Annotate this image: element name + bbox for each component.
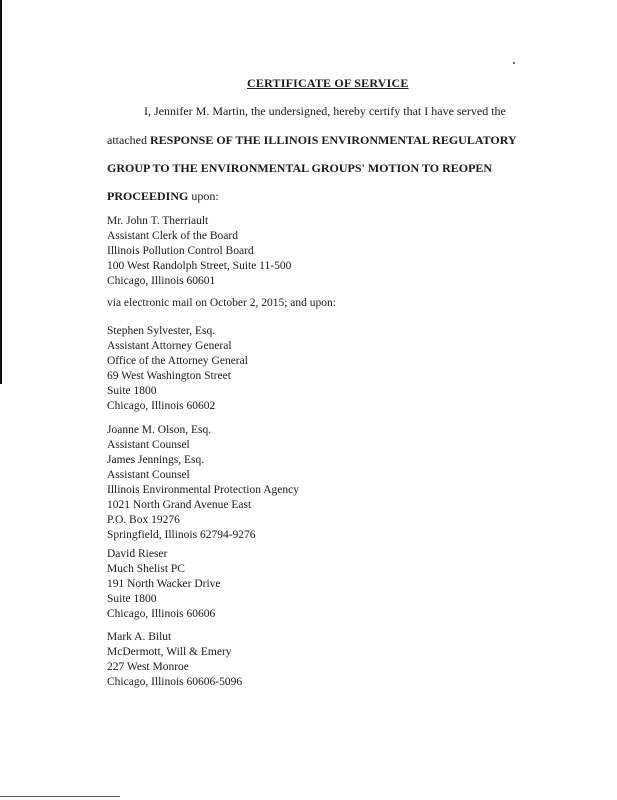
address-line: Joanne M. Olson, Esq.: [107, 424, 212, 436]
recipient-block-much-shelist: [107, 547, 221, 622]
address-line: P.O. Box 19276: [107, 514, 180, 526]
scan-bottom-line: [0, 796, 120, 797]
address-line: Chicago, Illinois 60606-5096: [107, 676, 243, 688]
address-line: Assistant Clerk of the Board: [107, 230, 238, 242]
recipient-block-attorney-general: [107, 324, 248, 414]
address-line: 191 North Wacker Drive: [107, 578, 221, 590]
address-line: Chicago, Illinois 60606: [107, 608, 216, 620]
address-line: Assistant Attorney General: [107, 340, 232, 352]
recipient-block-mcdermott: [107, 630, 242, 690]
recipient-block-clerk: [107, 214, 291, 289]
via-email-line: via electronic mail on October 2, 2015; and upon:: [107, 297, 336, 309]
scan-edge-line: [0, 0, 2, 384]
address-line: Illinois Environmental Protection Agency: [107, 484, 299, 496]
address-line: Assistant Counsel: [107, 469, 190, 481]
address-line: Springfield, Illinois 62794-9276: [107, 529, 256, 541]
address-line: Chicago, Illinois 60602: [107, 400, 216, 412]
page-title: CERTIFICATE OF SERVICE: [247, 76, 409, 90]
scan-speck: [513, 62, 515, 64]
upon-text: upon:: [188, 189, 219, 203]
address-line: McDermott, Will & Emery: [107, 646, 232, 658]
recipient-block-iepa: [107, 423, 299, 543]
address-line: Office of the Attorney General: [107, 355, 248, 367]
address-line: Illinois Pollution Control Board: [107, 245, 254, 257]
document-title-part-3: PROCEEDING: [107, 189, 189, 203]
address-line: Much Shelist PC: [107, 563, 185, 575]
address-line: James Jennings, Esq.: [107, 454, 205, 466]
address-line: 100 West Randolph Street, Suite 11-500: [107, 260, 292, 272]
address-line: 1021 North Grand Avenue East: [107, 499, 252, 511]
address-line: Suite 1800: [107, 385, 157, 397]
address-line: 69 West Washington Street: [107, 370, 231, 382]
address-line: Assistant Counsel: [107, 439, 190, 451]
address-line: Stephen Sylvester, Esq.: [107, 325, 216, 337]
address-line: Suite 1800: [107, 593, 157, 605]
proceeding-line: [107, 189, 219, 204]
address-line: David Rieser: [107, 548, 168, 560]
address-line: 227 West Monroe: [107, 661, 189, 673]
document-title-part-1: RESPONSE OF THE ILLINOIS ENVIRONMENTAL REGULATORY: [149, 133, 517, 147]
address-line: Chicago, Illinois 60601: [107, 275, 216, 287]
attached-line: [107, 133, 517, 148]
attached-prefix: attached: [107, 133, 150, 147]
document-title-part-2: GROUP TO THE ENVIRONMENTAL GROUPS' MOTION TO REOPEN: [107, 161, 493, 175]
intro-line: I, Jennifer M. Martin, the undersigned, hereby certify that I have served the: [144, 104, 506, 118]
address-line: Mr. John T. Therriault: [107, 215, 209, 227]
address-line: Mark A. Bilut: [107, 631, 172, 643]
